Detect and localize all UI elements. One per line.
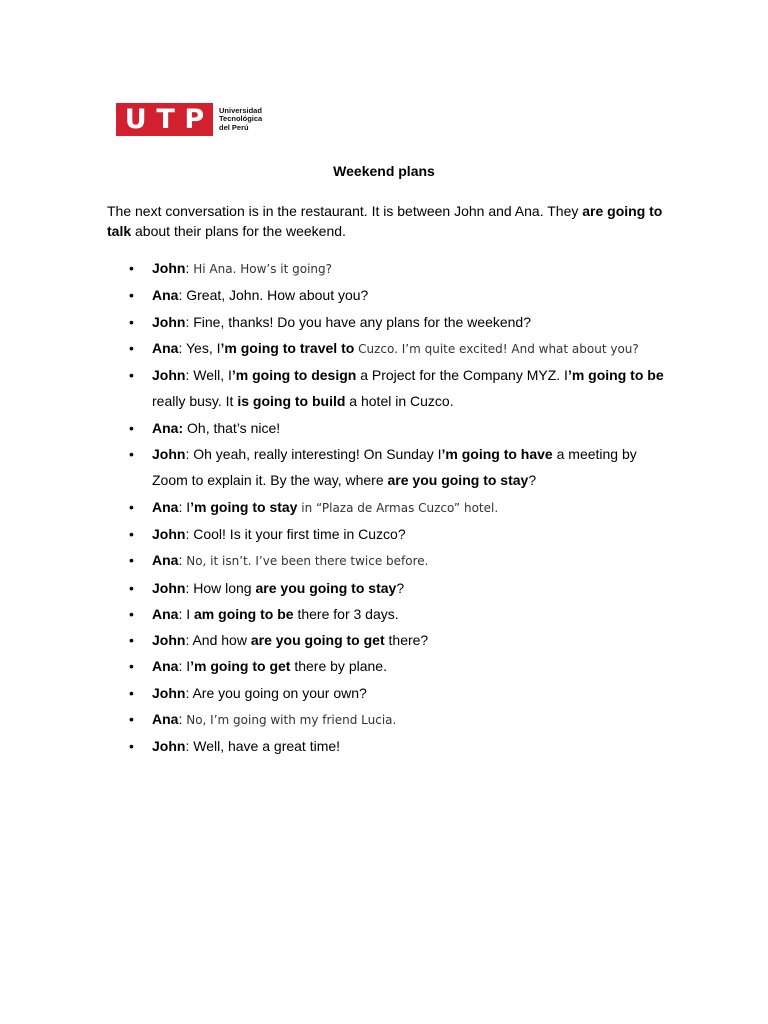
speaker-name: Ana:: [152, 419, 184, 436]
line-text: No, it isn’t. I’ve been there twice before.: [186, 554, 429, 569]
line-text: : How long: [185, 579, 256, 596]
line-text: : Well, I: [185, 367, 232, 384]
speaker-name: Ana: [152, 605, 179, 622]
logo-letter-p: P: [184, 104, 205, 135]
line-text: ?: [528, 472, 537, 489]
dialog-line: [125, 680, 665, 706]
dialog-line: [125, 547, 665, 574]
dialog-line: [125, 282, 665, 308]
dialog-list: [125, 255, 665, 760]
dialog-line: [125, 309, 665, 335]
bullet-icon: •: [129, 339, 134, 356]
line-text: : Are you going on your own?: [185, 684, 367, 701]
speaker-name: Ana: [152, 658, 179, 675]
dialog-line: [125, 255, 665, 282]
dialog-line: [125, 653, 665, 679]
intro-text: The next conversation is in the restaurant. It is between John and Ana. They: [107, 203, 583, 219]
intro-emphasis: are going to talk: [107, 203, 663, 239]
line-text: : Fine, thanks! Do you have any plans for the weekend?: [185, 313, 531, 330]
speaker-name: John: [152, 525, 186, 542]
emphasis-text: ’m going to have: [441, 446, 553, 463]
logo-wordmark: [219, 107, 262, 133]
bullet-icon: •: [129, 684, 134, 701]
dialog-line: [125, 627, 665, 653]
line-text: Cuzco. I’m quite excited! And what about you?: [354, 341, 639, 356]
speaker-name: John: [152, 446, 186, 463]
speaker-name: John: [152, 632, 186, 649]
line-text: Hi Ana. How’s it going?: [193, 262, 333, 276]
logo-mark: [116, 103, 213, 136]
line-text: : Yes, I: [178, 339, 221, 356]
line-text: a hotel in Cuzco.: [345, 393, 454, 410]
line-text: :: [178, 711, 187, 728]
emphasis-text: are you going to stay: [255, 579, 397, 596]
emphasis-text: ’m going to design: [231, 367, 357, 384]
bullet-icon: •: [129, 552, 134, 569]
dialog-line: [125, 415, 665, 441]
speaker-name: Ana: [152, 287, 179, 304]
page-title: Weekend plans: [333, 163, 435, 179]
line-text: :: [185, 260, 194, 276]
intro-text: about their plans for the weekend.: [131, 223, 346, 239]
intro-paragraph: [107, 201, 667, 241]
line-text: there?: [384, 632, 429, 649]
emphasis-text: are you going to get: [250, 632, 385, 649]
line-text: : I: [178, 605, 195, 622]
line-text: : And how: [185, 632, 251, 649]
line-text: No, I’m going with my friend Lucia.: [186, 713, 397, 728]
bullet-icon: •: [129, 260, 134, 276]
emphasis-text: ’m going to get: [190, 658, 291, 675]
dialog-line: [125, 521, 665, 547]
dialog-line: [125, 601, 665, 627]
dialog-line: [125, 362, 665, 415]
line-text: Oh, that’s nice!: [183, 419, 281, 436]
bullet-icon: •: [129, 287, 134, 304]
bullet-icon: •: [129, 711, 134, 728]
bullet-icon: •: [129, 579, 134, 596]
bullet-icon: •: [129, 525, 134, 542]
line-text: : Cool! Is it your first time in Cuzco?: [185, 525, 406, 542]
speaker-name: John: [152, 313, 186, 330]
emphasis-text: ’m going to stay: [190, 498, 298, 515]
line-text: : I: [178, 498, 191, 515]
speaker-name: Ana: [152, 498, 179, 515]
bullet-icon: •: [129, 738, 134, 755]
logo-text-line: del Perú: [219, 122, 249, 132]
dialog-line: [125, 733, 665, 759]
speaker-name: John: [152, 260, 186, 276]
logo-letter-u: U: [124, 104, 147, 135]
bullet-icon: •: [129, 419, 134, 436]
dialog-line: [125, 706, 665, 733]
line-text: :: [178, 552, 187, 569]
line-text: in “Plaza de Armas Cuzco” hotel.: [297, 500, 499, 515]
bullet-icon: •: [129, 632, 134, 649]
bullet-icon: •: [129, 367, 134, 384]
line-text: a meeting by Zoom to explain it. By the way, where: [152, 446, 637, 489]
bullet-icon: •: [129, 313, 134, 330]
line-text: there by plane.: [290, 658, 387, 675]
line-text: : Oh yeah, really interesting! On Sunday I: [185, 446, 442, 463]
dialog-line: [125, 494, 665, 521]
line-text: ?: [396, 579, 405, 596]
speaker-name: John: [152, 738, 186, 755]
speaker-name: John: [152, 367, 186, 384]
emphasis-text: is going to build: [237, 393, 346, 410]
bullet-icon: •: [129, 658, 134, 675]
speaker-name: Ana: [152, 339, 179, 356]
line-text: : Well, have a great time!: [185, 738, 341, 755]
dialog-line: [125, 441, 665, 494]
utp-logo: [116, 103, 262, 136]
line-text: really busy. It: [152, 393, 238, 410]
emphasis-text: ’m going to travel to: [220, 339, 355, 356]
speaker-name: John: [152, 579, 186, 596]
bullet-icon: •: [129, 498, 134, 515]
logo-text-line: Tecnológica: [219, 114, 263, 124]
logo-letter-t: T: [156, 104, 175, 135]
logo-text-line: Universidad: [219, 105, 262, 115]
dialog-line: [125, 575, 665, 601]
speaker-name: John: [152, 684, 186, 701]
emphasis-text: am going to be: [194, 605, 294, 622]
bullet-icon: •: [129, 605, 134, 622]
line-text: : I: [178, 658, 191, 675]
emphasis-text: are you going to stay: [387, 472, 529, 489]
dialog-line: [125, 335, 665, 362]
bullet-icon: •: [129, 446, 134, 463]
line-text: there for 3 days.: [293, 605, 399, 622]
speaker-name: Ana: [152, 552, 179, 569]
line-text: : Great, John. How about you?: [178, 287, 369, 304]
line-text: a Project for the Company MYZ. I: [356, 367, 568, 384]
speaker-name: Ana: [152, 711, 179, 728]
emphasis-text: ’m going to be: [567, 367, 664, 384]
